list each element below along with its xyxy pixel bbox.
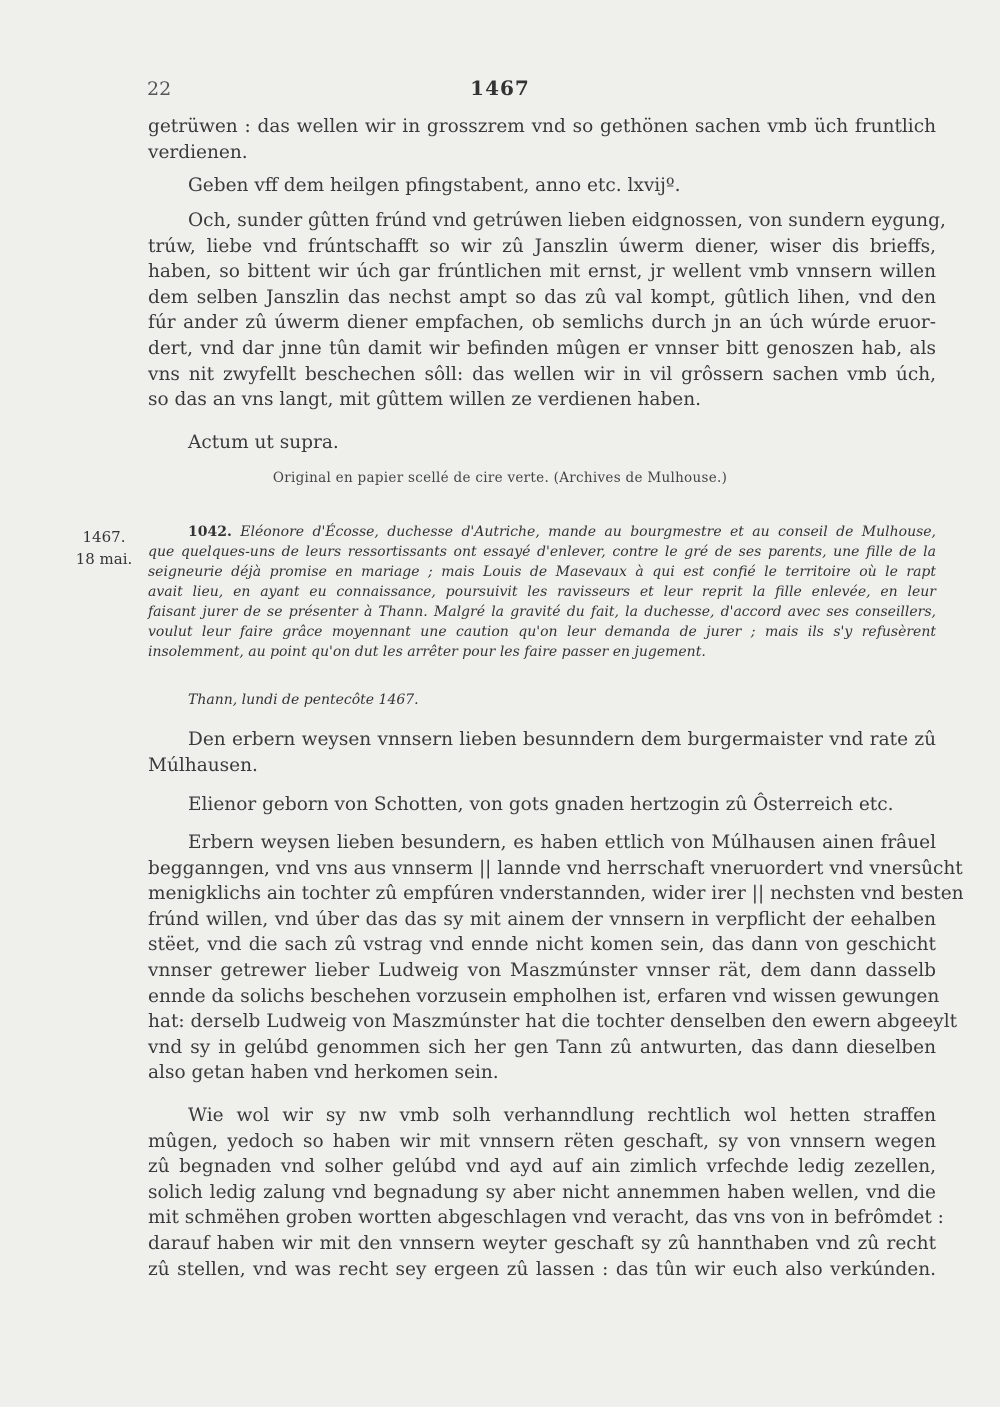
entry-place-date: Thann, lundi de pentecôte 1467. xyxy=(188,692,419,708)
text-line: Och, sunder gûtten frúnd vnd getrúwen lieben eidgnossen, von sundern eygung, xyxy=(188,210,946,231)
page-number: 22 xyxy=(147,78,172,100)
summary-line: 1042. Eléonore d'Écosse, duchesse d'Autriche, mande au bourgmestre et au conseil de Mulhouse, xyxy=(188,524,936,540)
text-line: hat: derselb Ludweig von Maszmúnster hat die tochter denselben den ewern abgeeylt xyxy=(148,1011,958,1033)
summary-line: voulut leur faire grâce moyennant une caution qu'on leur demanda de jurer ; mais ils s'y refusèrent xyxy=(148,624,936,640)
text-line: verdienen. xyxy=(148,141,248,163)
text-line: getrüwen : das wellen wir in grosszrem vnd so gethönen sachen vmb üch fruntlich xyxy=(148,116,936,137)
text-line: mûgen, yedoch so haben wir mit vnnsern rëten geschaft, sy von vnnsern wegen xyxy=(148,1130,936,1152)
continuation-paragraph xyxy=(148,114,936,165)
summary-line: faisant jurer de se présenter à Thann. Malgré la gravité du fait, la duchesse, d'accord avec ses conseillers, xyxy=(148,604,936,620)
text-line: menigklichs ain tochter zû empfúren vnderstannden, wider irer || nechsten vnd besten xyxy=(148,883,964,905)
text-line: Erbern weysen lieben besundern, es haben ettlich von Múlhausen ainen frâuel xyxy=(188,832,936,853)
letter-paragraph-1 xyxy=(148,830,964,1086)
text-line: mit schmëhen groben wortten abgeschlagen vnd veracht, das vns von in befrômdet : xyxy=(148,1207,944,1229)
letter-salutation: Elienor geborn von Schotten, von gots gnaden hertzogin zû Ôsterreich etc. xyxy=(188,794,894,815)
text-line: also getan haben vnd herkomen sein. xyxy=(148,1062,499,1084)
text-line: Múlhausen. xyxy=(148,754,258,776)
letter-paragraph-2 xyxy=(148,1103,944,1282)
text-line: vnd sy in gelúbd genommen sich her gen Tann zû antwurten, das dann dieselben xyxy=(148,1036,936,1058)
text-line: dert, vnd dar jnne tûn damit wir befinden mûgen er vnnser bitt genoszen hab, als xyxy=(148,337,936,359)
text-line: Den erbern weysen vnnsern lieben besunndern dem burgermaister vnd rate zû xyxy=(188,729,936,750)
postscript-paragraph xyxy=(148,208,946,413)
text-line: solich ledig zalung vnd begnadung sy aber nicht annemmen haben wellen, vnd die xyxy=(148,1181,936,1203)
text-line: vns nit zwyfellt beschechen sôll: das wellen wir in vil grôssern sachen vmb úch, xyxy=(148,363,936,385)
letter-address xyxy=(148,727,936,778)
summary-line: avait lieu, en ayant eu connaissance, poursuivit les ravisseurs et leur reprit la fille enlevée, en leur xyxy=(148,584,936,600)
summary-line: que quelques-uns de leurs ressortissants ont essayé d'enlever, contre le gré de ses parents, une fille de la xyxy=(148,544,936,560)
text-line: trúw, liebe vnd frúntschafft so wir zû Janszlin úwerm diener, wiser dis brieffs, xyxy=(148,235,936,257)
margin-date xyxy=(68,526,140,570)
text-line: haben, so bittent wir úch gar frúntlichen mit ernst, jr wellent vmb vnnsern willen xyxy=(148,261,936,283)
archival-source-note: Original en papier scellé de cire verte. (Archives de Mulhouse.) xyxy=(272,470,728,486)
margin-year: 1467. xyxy=(82,528,126,546)
text-line: so das an vns langt, mit gûttem willen ze verdienen haben. xyxy=(148,389,702,411)
dating-clause: Geben vff dem heilgen pfingstabent, anno etc. lxvijº. xyxy=(188,175,681,196)
text-line: begganngen, vnd vns aus vnnserm || lannde vnd herrschaft vneruordert vnd vnersûcht xyxy=(148,857,963,879)
text-line: darauf haben wir mit den vnnsern weyter geschaft sy zû hannthaben vnd zû recht xyxy=(148,1232,936,1254)
text-line: fúr ander zû úwerm diener empfachen, ob semlichs durch jn an úch wúrde eruor- xyxy=(148,312,936,334)
text-line: Wie wol wir sy nw vmb solh verhanndlung rechtlich wol hetten straffen xyxy=(188,1105,936,1126)
margin-day: 18 mai. xyxy=(75,550,133,568)
text-line: frúnd willen, vnd úber das das sy mit ainem der vnnsern in verpflicht der eehalben xyxy=(148,908,936,930)
text-line: zû begnaden vnd solher gelúbd vnd ayd auf ain zimlich vrfechde ledig zezellen, xyxy=(148,1156,936,1178)
text-line: zû stellen, vnd was recht sey ergeen zû lassen : das tûn wir euch also verkúnden. xyxy=(148,1258,936,1280)
entry-summary xyxy=(148,522,936,662)
summary-line: seigneurie déjà promise en mariage ; mais Louis de Masevaux à qui est confié le territoire où le rapt xyxy=(148,564,936,580)
text-line: vnnser getrewer lieber Ludweig von Maszmúnster vnnser rät, dem dann dasselb xyxy=(148,959,936,981)
text-line: stëet, vnd die sach zû vstrag vnd ennde nicht komen sein, das dann von geschicht xyxy=(148,934,936,956)
text-line: dem selben Janszlin das nechst ampt so das zû val kompt, gûtlich lihen, vnd den xyxy=(148,286,936,308)
actum-line: Actum ut supra. xyxy=(188,432,339,453)
text-line: ennde da solichs beschehen vorzusein empholhen ist, erfaren vnd wissen gewungen xyxy=(148,985,940,1007)
summary-line: insolemment, au point qu'on dut les arrêter pour les faire passer en jugement. xyxy=(148,644,706,660)
entry-number: 1042. xyxy=(188,524,232,540)
running-header-year: 1467 xyxy=(470,76,530,100)
